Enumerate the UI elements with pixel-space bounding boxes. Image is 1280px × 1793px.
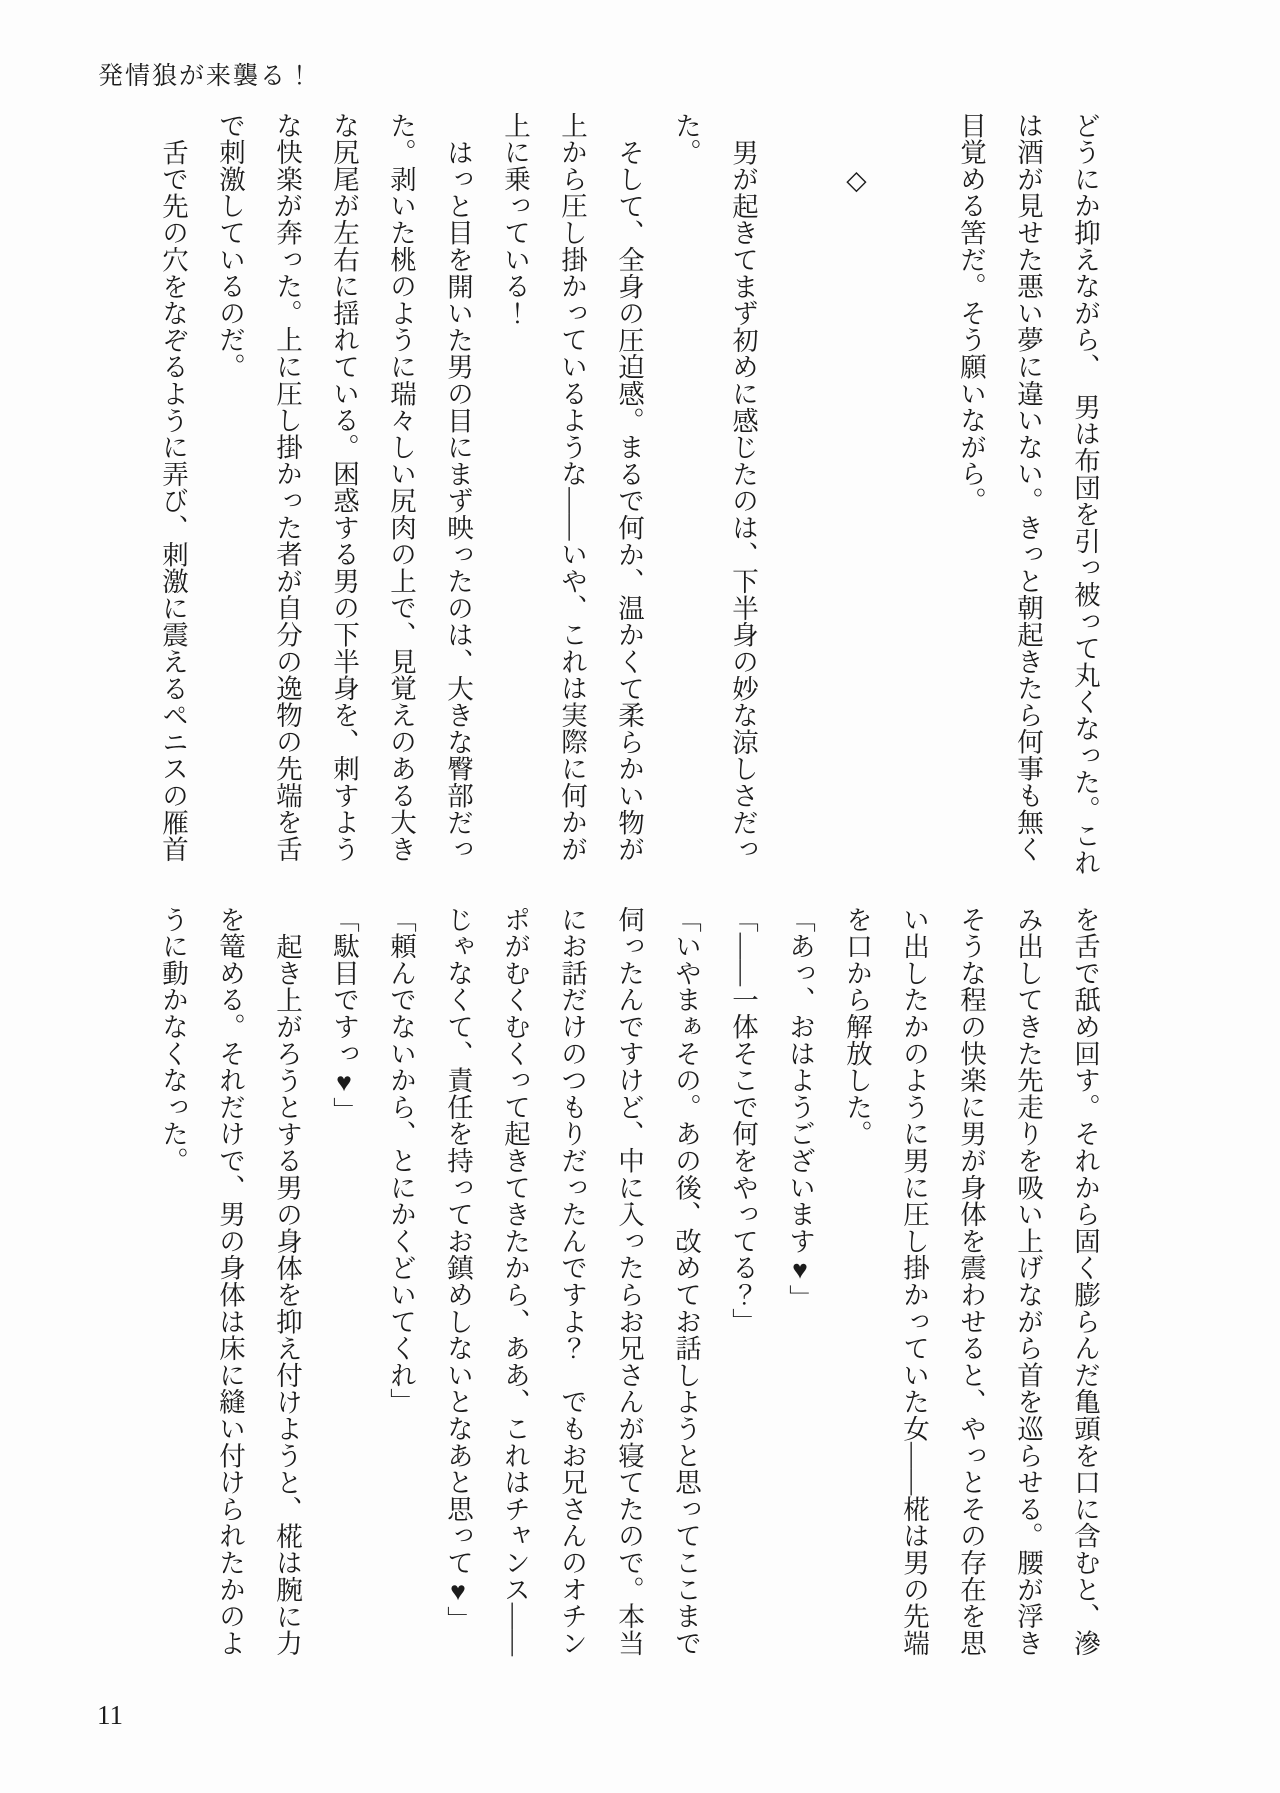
text-column: そうな程の快楽に男が身体を震わせると、やっとその存在を思 — [956, 906, 986, 1657]
text-column: じゃなくて、責任を持ってお鎮めしないとなあと思って♥」 — [443, 906, 473, 1634]
text-column: はっと目を開いた男の目にまず映ったのは、大きな臀部だっ — [443, 138, 473, 863]
text-column — [885, 112, 942, 864]
text-column: 「駄目ですっ♥」 — [329, 906, 359, 1124]
text-column: た。剥いた桃のように瑞々しい尻肉の上で、見覚えのある大き — [386, 112, 416, 863]
text-column: 伺ったんですけど、中に入ったらお兄さんが寝てたので。本当 — [614, 906, 644, 1657]
text-column: ポがむくむくって起きてきたから、ああ、これはチャンス—— — [500, 906, 530, 1657]
text-column: い出したかのように男に圧し掛かっていた女——椛は男の先端 — [899, 906, 929, 1657]
text-column: そして、全身の圧迫感。まるで何か、温かくて柔らかい物が — [614, 138, 644, 863]
text-column: 上から圧し掛かっているような——いや、これは実際に何かが — [557, 112, 587, 863]
text-column: を篭める。それだけで、男の身体は床に縫い付けられたかのよ — [215, 906, 245, 1657]
text-column: 「頼んでないから、とにかくどいてくれ」 — [386, 906, 416, 1416]
text-column: な快楽が奔った。上に圧し掛かった者が自分の逸物の先端を舌 — [272, 112, 302, 863]
text-column: 「あっ、おはようございます♥」 — [785, 906, 815, 1312]
text-column: な尻尾が左右に揺れている。困惑する男の下半身を、刺すよう — [329, 112, 359, 863]
text-column: 目覚める筈だ。そう願いながら。 — [956, 112, 986, 514]
running-header: 発情狼が来襲る！ — [98, 63, 315, 90]
text-block-bottom — [144, 906, 1113, 1666]
text-column: は酒が見せた悪い夢に違いない。きっと朝起きたら何事も無く — [1013, 112, 1043, 863]
text-column: で刺激しているのだ。 — [215, 112, 245, 380]
text-column: み出してきた先走りを吸い上げながら首を巡らせる。腰が浮き — [1013, 906, 1043, 1657]
text-column: を口から解放した。 — [842, 906, 872, 1148]
text-column: 起き上がろうとする男の身体を抑え付けようと、椛は腕に力 — [272, 932, 302, 1657]
text-column: を舌で舐め回す。それから固く膨らんだ亀頭を口に含むと、滲 — [1070, 906, 1100, 1657]
text-column: 男が起きてまず初めに感じたのは、下半身の妙な涼しさだっ — [728, 138, 758, 863]
text-column: どうにか抑えながら、 男は布団を引っ被って丸くなった。これ — [1070, 112, 1100, 876]
text-column: 「——一体そこで何をやってる？」 — [728, 906, 758, 1335]
page-number: 11 — [97, 1700, 123, 1730]
text-column: 舌で先の穴をなぞるように弄び、刺激に震えるペニスの雁首 — [158, 138, 188, 863]
text-column: うに動かなくなった。 — [158, 906, 188, 1174]
text-column — [771, 112, 828, 864]
text-column: 「いやまぁその。あの後、改めてお話しようと思ってここまで — [671, 906, 701, 1657]
text-block-top — [144, 112, 1113, 876]
text-column: にお話だけのつもりだったんですよ？ でもお兄さんのオチン — [557, 906, 587, 1657]
section-divider-column: ◇ — [842, 165, 872, 197]
text-column: 上に乗っている！ — [500, 112, 530, 327]
text-column: た。 — [671, 112, 701, 166]
